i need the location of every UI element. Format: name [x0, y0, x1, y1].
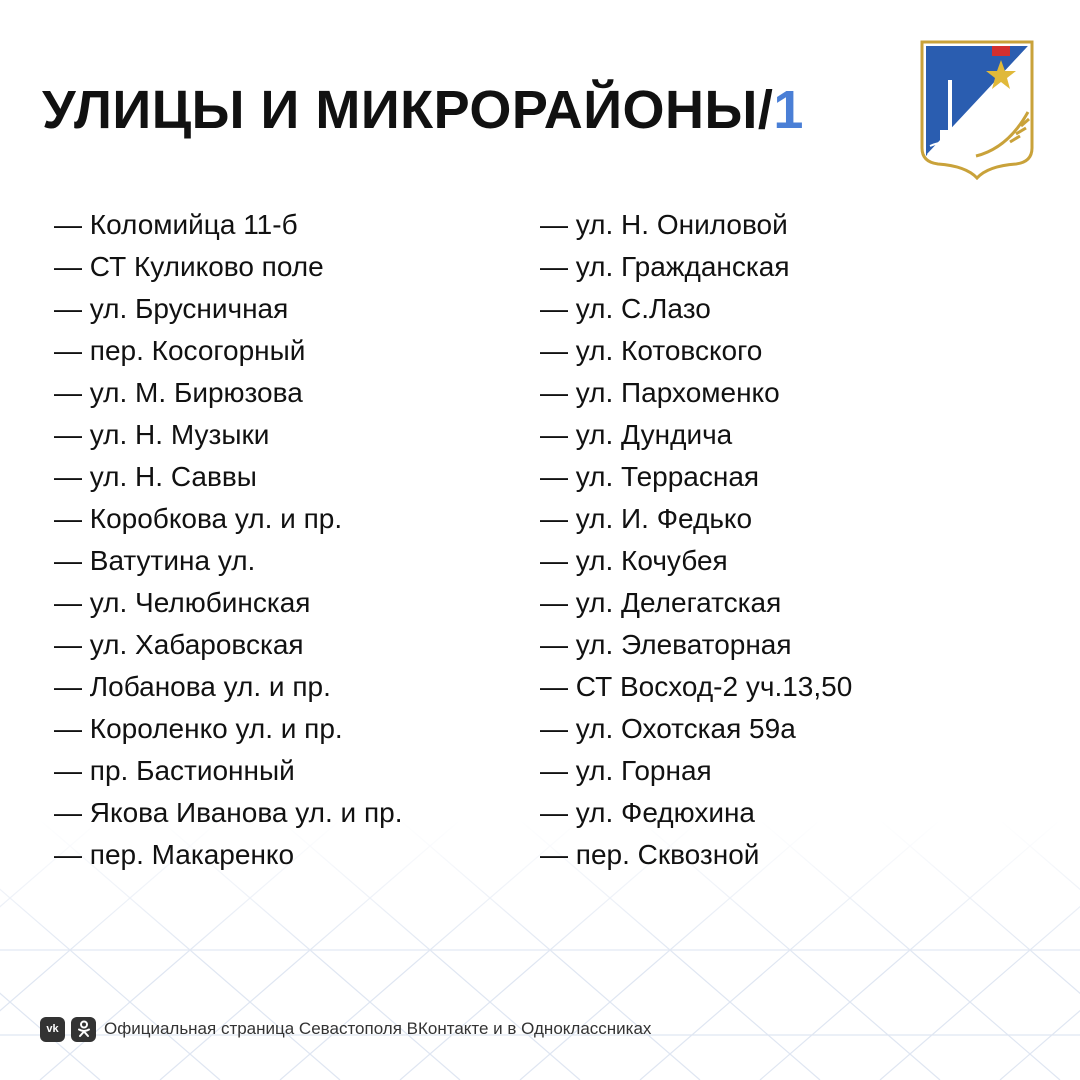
list-item: — пер. Косогорный [54, 335, 306, 366]
list-item: — ул. И. Федько [540, 503, 753, 534]
list-item: — ул. Н. Ониловой [540, 209, 788, 240]
list-item: — ул. Котовского [540, 335, 763, 366]
list-item: — пер. Сквозной [540, 839, 760, 870]
list-item: — ул. Дундича [540, 419, 733, 450]
list-item: — ул. Горная [540, 755, 712, 786]
footer [40, 1015, 651, 1043]
list-item: — ул. Н. Музыки [54, 419, 270, 450]
list-item: — ул. Пархоменко [540, 377, 780, 408]
list-item: — пер. Макаренко [54, 839, 295, 870]
footer-text: Официальная страница Севастополя ВКонтакте и в Одноклассниках [104, 1019, 652, 1038]
list-item: — ул. Террасная [540, 461, 760, 492]
list-item: — Коломийца 11-б [54, 209, 298, 240]
title-text: УЛИЦЫ И МИКРОРАЙОНЫ/ [42, 80, 774, 140]
vk-icon[interactable]: vk [40, 1017, 65, 1042]
list-item: — ул. Челюбинская [54, 587, 311, 618]
list-item: — ул. Элеваторная [540, 629, 792, 660]
list-item: — СТ Куликово поле [54, 251, 324, 282]
list-item: — ул. Делегатская [540, 587, 782, 618]
list-item: — ул. Брусничная [54, 293, 289, 324]
list-item: — ул. Федюхина [540, 797, 756, 828]
list-item: — ул. Охотская 59а [540, 713, 796, 744]
list-item: — ул. Хабаровская [54, 629, 304, 660]
page-number: 1 [773, 80, 804, 140]
list-item: — ул. Кочубея [540, 545, 728, 576]
list-item: — пр. Бастионный [54, 755, 295, 786]
list-item: — СТ Восход-2 уч.13,50 [540, 671, 853, 702]
page-title [42, 72, 804, 148]
list-item: — Ватутина ул. [54, 545, 256, 576]
list-item: — Лобанова ул. и пр. [54, 671, 331, 702]
list-item: — Короленко ул. и пр. [54, 713, 343, 744]
list-item: — ул. Н. Саввы [54, 461, 257, 492]
street-list-left [54, 204, 402, 876]
list-item: — ул. С.Лазо [540, 293, 711, 324]
list-item: — Якова Иванова ул. и пр. [54, 797, 403, 828]
list-item: — Коробкова ул. и пр. [54, 503, 343, 534]
odnoklassniki-icon[interactable] [71, 1017, 96, 1042]
list-item: — ул. Гражданская [540, 251, 790, 282]
sevastopol-coat-of-arms-icon [918, 38, 1036, 180]
list-item: — ул. М. Бирюзова [54, 377, 303, 408]
street-list-right [540, 204, 852, 876]
